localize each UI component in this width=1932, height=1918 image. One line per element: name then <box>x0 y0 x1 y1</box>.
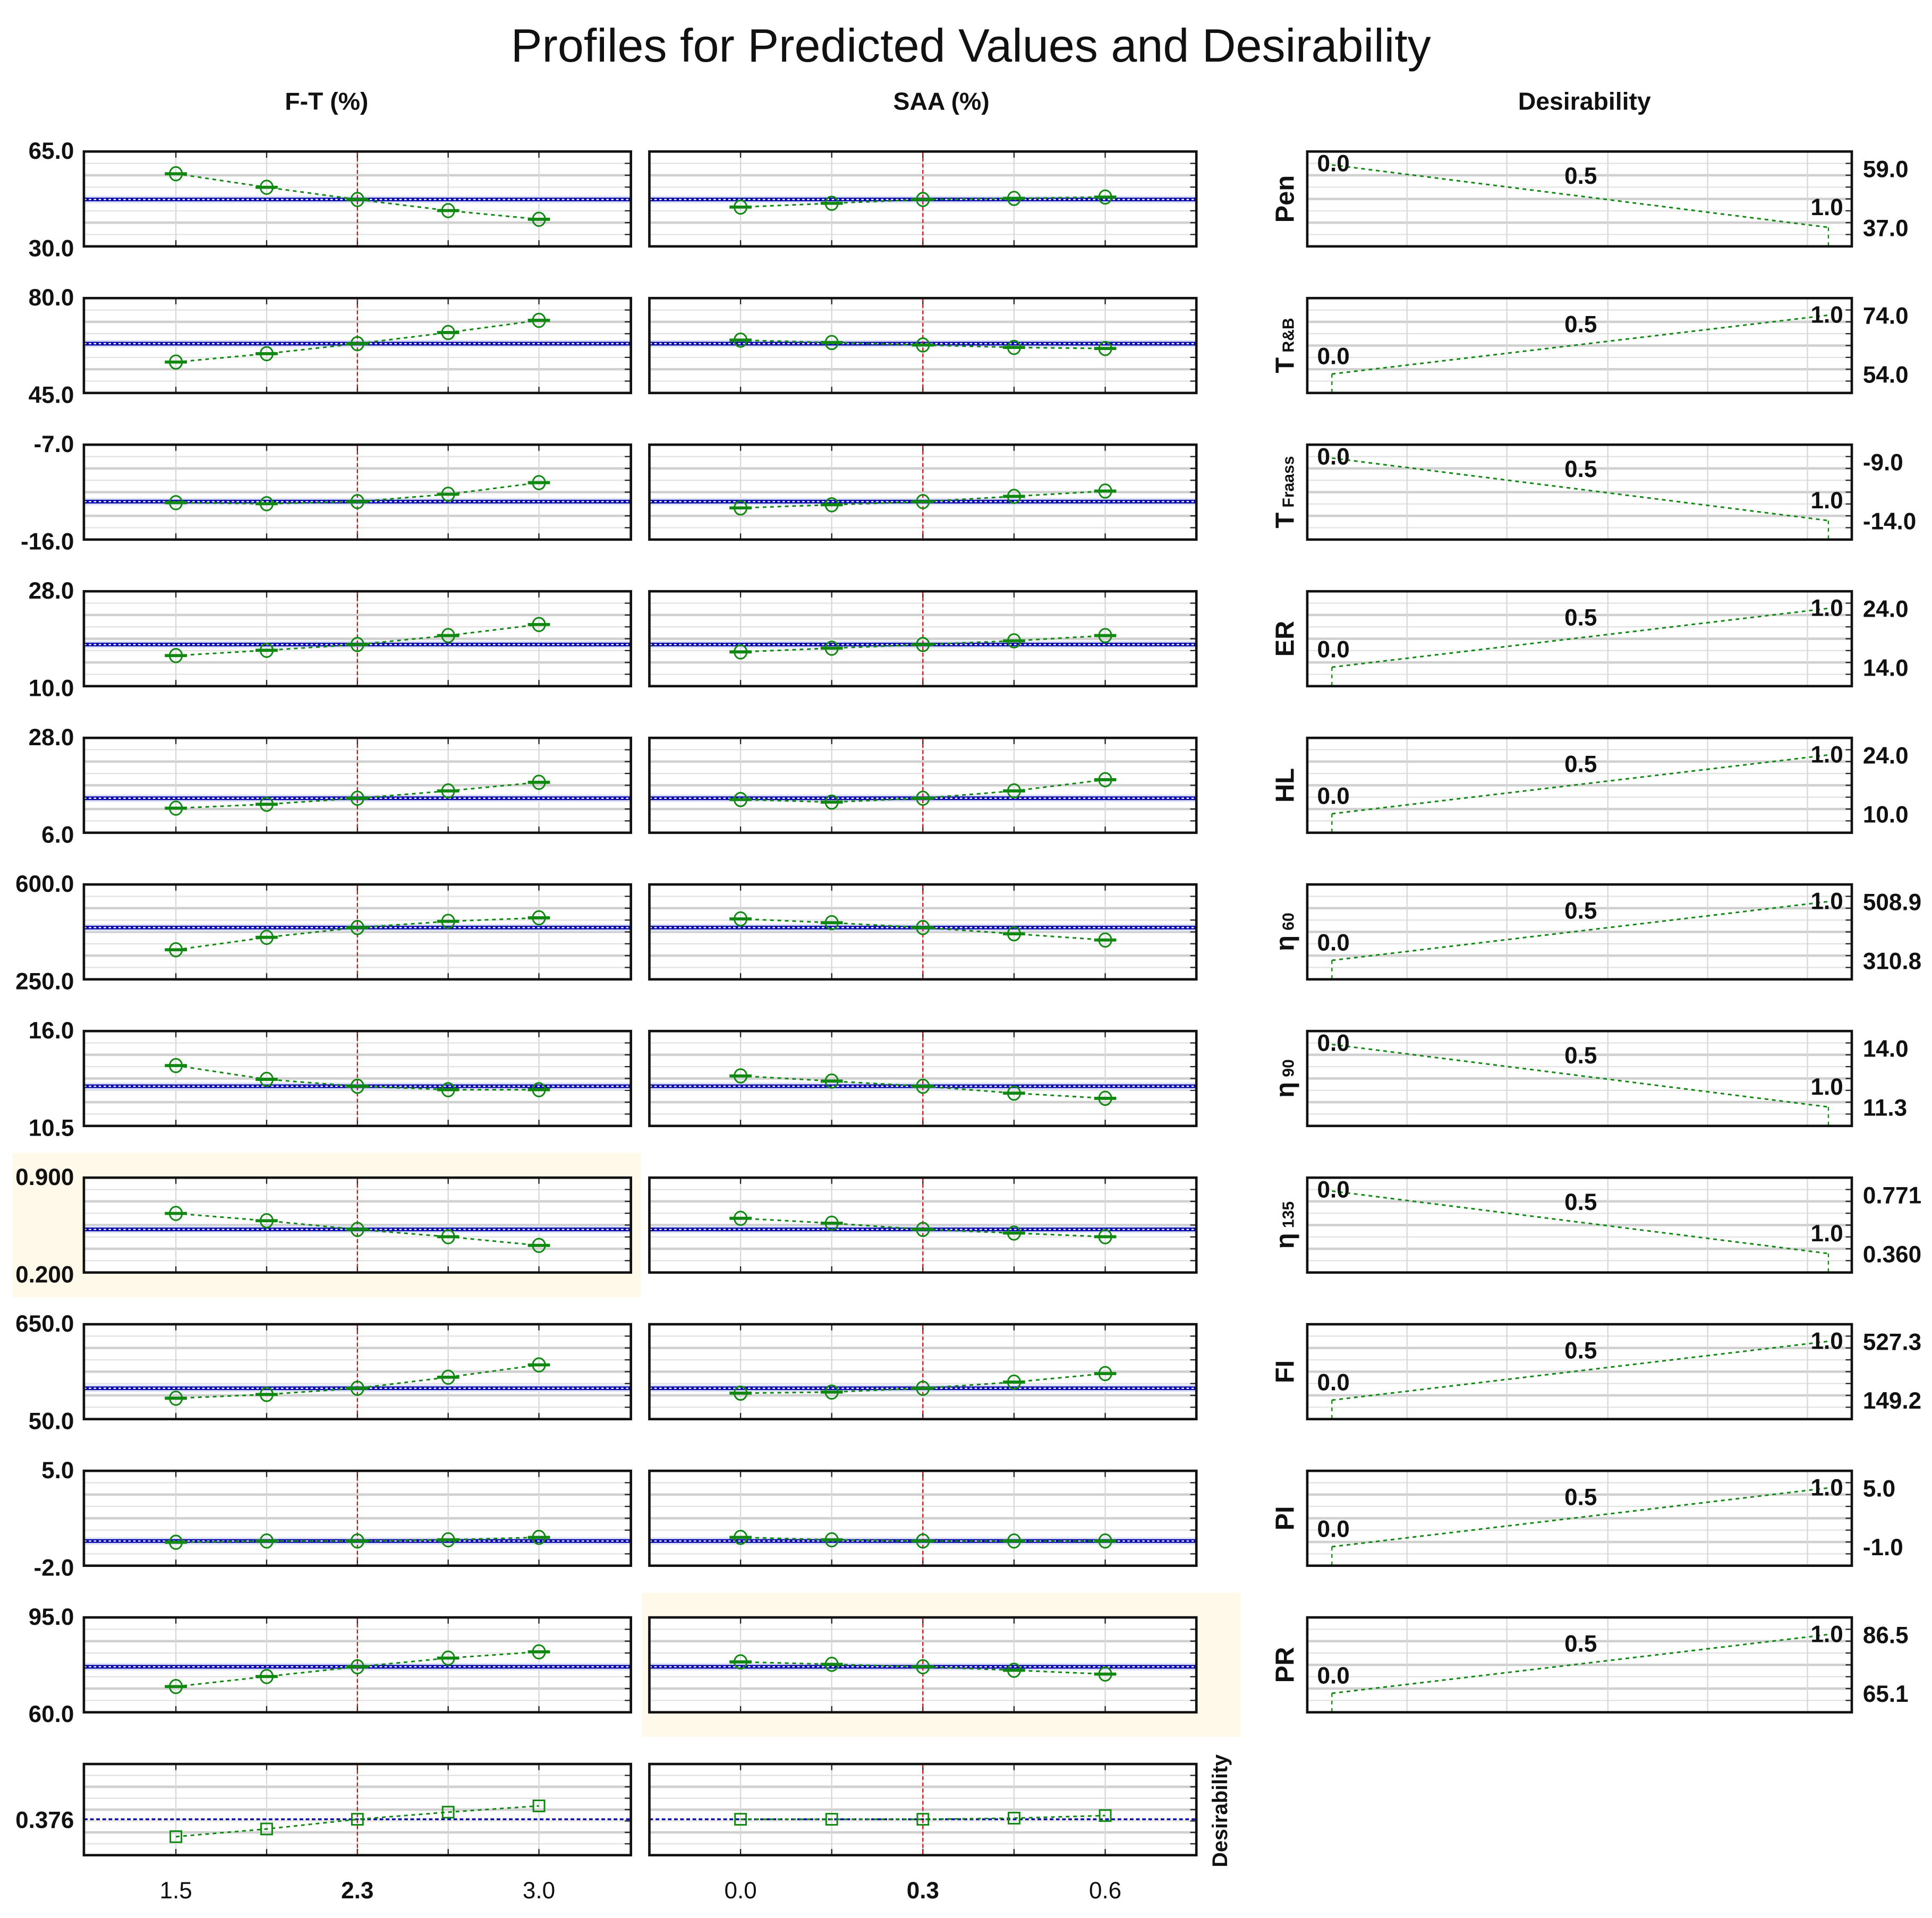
profile-panel-saa <box>649 298 1196 393</box>
response-low-label: 54.0 <box>1862 362 1909 388</box>
desirability-label-0: 0.0 <box>1317 343 1350 370</box>
response-name: η <box>1271 1233 1300 1249</box>
desirability-label-1: 1.0 <box>1810 1073 1843 1100</box>
response-name: ER <box>1271 620 1300 657</box>
response-high-label: 14.0 <box>1862 1036 1909 1062</box>
column-header-saa: SAA (%) <box>893 87 990 115</box>
x-tick-label-saa: 0.0 <box>724 1877 757 1904</box>
response-low-label: -14.0 <box>1862 508 1917 535</box>
desirability-label-0: 0.0 <box>1317 1516 1350 1542</box>
profile-panel-ft <box>84 445 631 540</box>
x-tick-label-ft: 2.3 <box>341 1877 374 1904</box>
profile-panel-saa <box>649 591 1196 686</box>
response-low-label: 65.1 <box>1862 1681 1909 1708</box>
profile-panel-saa <box>649 1764 1196 1855</box>
response-low-label: 0.360 <box>1862 1241 1922 1268</box>
column-header-ft: F-T (%) <box>285 87 369 115</box>
desirability-label-05: 0.5 <box>1564 898 1597 924</box>
response-subscript: 90 <box>1280 1059 1298 1077</box>
response-low-label: 11.3 <box>1862 1095 1908 1121</box>
x-tick-label-ft: 1.5 <box>159 1877 192 1904</box>
response-high-label: 24.0 <box>1862 743 1909 769</box>
profile-panel-ft <box>84 151 631 246</box>
response-subscript: Fraass <box>1280 456 1298 508</box>
response-name-label <box>1271 175 1299 223</box>
desirability-label-05: 0.5 <box>1564 456 1597 483</box>
response-name-label <box>1271 768 1299 803</box>
y-max-label: 65.0 <box>28 138 74 165</box>
profile-panel-saa <box>649 1031 1196 1126</box>
column-header-desirability: Desirability <box>1518 87 1651 115</box>
response-name: FI <box>1271 1360 1300 1384</box>
response-high-label: -9.0 <box>1862 449 1903 476</box>
response-name-label <box>1271 1201 1299 1249</box>
response-high-label: 508.9 <box>1862 889 1922 916</box>
desirability-label-05: 0.5 <box>1564 751 1597 778</box>
desirability-label-05: 0.5 <box>1564 1189 1597 1215</box>
y-max-label: 16.0 <box>28 1018 74 1044</box>
response-name: T <box>1271 512 1300 528</box>
profile-panel-ft <box>84 738 631 833</box>
y-min-label: 6.0 <box>41 822 74 848</box>
y-min-label: 10.0 <box>28 675 74 702</box>
response-name: PI <box>1271 1506 1300 1531</box>
y-max-label: 80.0 <box>28 285 74 311</box>
desirability-label-0: 0.0 <box>1317 150 1350 177</box>
response-subscript: 60 <box>1280 913 1298 931</box>
desirability-label-1: 1.0 <box>1810 1328 1843 1354</box>
response-high-label: 5.0 <box>1862 1476 1896 1502</box>
response-name-label <box>1271 1360 1299 1383</box>
profile-panel-saa <box>649 884 1196 979</box>
response-high-label: 24.0 <box>1862 596 1909 623</box>
response-name: η <box>1271 935 1300 951</box>
profile-panel-ft <box>84 884 631 979</box>
profile-panel-saa <box>649 151 1196 246</box>
x-tick-label-ft: 3.0 <box>522 1877 556 1904</box>
y-min-label: 30.0 <box>28 235 74 262</box>
desirability-label-0: 0.0 <box>1317 1369 1350 1396</box>
desirability-label-1: 1.0 <box>1810 1621 1843 1648</box>
response-low-label: 149.2 <box>1862 1388 1922 1414</box>
y-max-label: 0.900 <box>15 1164 74 1191</box>
desirability-label-1: 1.0 <box>1810 595 1843 621</box>
desirability-label-0: 0.0 <box>1317 930 1350 956</box>
overall-desirability-label: Desirability <box>1208 1754 1232 1868</box>
profile-panel-saa <box>649 738 1196 833</box>
y-max-label: -7.0 <box>33 431 74 458</box>
response-low-label: 310.8 <box>1862 948 1922 975</box>
profile-panel-ft <box>84 1178 631 1273</box>
response-name-label <box>1271 621 1299 657</box>
desirability-label-1: 1.0 <box>1810 194 1843 220</box>
y-max-label: 600.0 <box>15 871 74 898</box>
profile-panel-saa <box>649 445 1196 540</box>
profile-panel-ft <box>84 1764 631 1855</box>
y-max-label: 5.0 <box>41 1457 74 1484</box>
y-min-label: 250.0 <box>15 968 74 995</box>
y-min-label: 50.0 <box>28 1408 74 1435</box>
desirability-label-05: 0.5 <box>1564 604 1597 631</box>
desirability-label-1: 1.0 <box>1810 888 1843 915</box>
response-high-label: 59.0 <box>1862 156 1909 183</box>
desirability-label-0: 0.0 <box>1317 444 1350 470</box>
y-min-label: -2.0 <box>33 1555 74 1581</box>
y-min-label: 60.0 <box>28 1701 74 1728</box>
desirability-label-0: 0.0 <box>1317 1177 1350 1203</box>
profile-panel-ft <box>84 1031 631 1126</box>
profile-panel-ft <box>84 591 631 686</box>
response-low-label: 10.0 <box>1862 802 1909 828</box>
desirability-label-1: 1.0 <box>1810 1220 1843 1247</box>
response-low-label: 37.0 <box>1862 215 1909 242</box>
profile-panel-saa <box>649 1471 1196 1566</box>
response-subscript: R&B <box>1280 318 1298 353</box>
desirability-label-05: 0.5 <box>1564 1484 1597 1511</box>
y-current-label: 0.376 <box>15 1807 74 1834</box>
y-max-label: 28.0 <box>28 724 74 751</box>
desirability-label-05: 0.5 <box>1564 1631 1597 1657</box>
y-min-label: 10.5 <box>28 1115 74 1141</box>
profile-panel-ft <box>84 1324 631 1419</box>
profile-panel-ft <box>84 298 631 393</box>
response-name-label <box>1271 456 1299 528</box>
response-name: T <box>1271 357 1300 373</box>
x-tick-label-saa: 0.6 <box>1088 1877 1122 1904</box>
response-name: HL <box>1271 768 1300 803</box>
desirability-label-05: 0.5 <box>1564 1337 1597 1364</box>
response-name-label <box>1271 1059 1299 1098</box>
response-low-label: 14.0 <box>1862 655 1909 681</box>
desirability-label-0: 0.0 <box>1317 1030 1350 1056</box>
response-low-label: -1.0 <box>1862 1535 1903 1561</box>
response-high-label: 74.0 <box>1862 303 1909 329</box>
y-max-label: 28.0 <box>28 578 74 604</box>
y-max-label: 650.0 <box>15 1311 74 1337</box>
desirability-label-05: 0.5 <box>1564 1043 1597 1069</box>
desirability-label-1: 1.0 <box>1810 1474 1843 1501</box>
desirability-label-1: 1.0 <box>1810 741 1843 768</box>
y-min-label: 45.0 <box>28 382 74 408</box>
response-name-label <box>1271 1647 1299 1683</box>
response-name-label <box>1271 1506 1299 1530</box>
response-name: PR <box>1271 1647 1300 1683</box>
desirability-label-1: 1.0 <box>1810 302 1843 328</box>
response-high-label: 527.3 <box>1862 1329 1922 1356</box>
response-high-label: 0.771 <box>1862 1182 1922 1209</box>
desirability-label-0: 0.0 <box>1317 783 1350 809</box>
desirability-label-05: 0.5 <box>1564 163 1597 190</box>
desirability-label-1: 1.0 <box>1810 487 1843 514</box>
desirability-label-0: 0.0 <box>1317 636 1350 663</box>
response-name: η <box>1271 1081 1300 1098</box>
profile-panel-saa <box>649 1324 1196 1419</box>
response-high-label: 86.5 <box>1862 1622 1909 1649</box>
desirability-label-0: 0.0 <box>1317 1663 1350 1689</box>
desirability-label-05: 0.5 <box>1564 311 1597 338</box>
y-min-label: 0.200 <box>15 1261 74 1288</box>
profile-panel-ft <box>84 1617 631 1712</box>
profile-panel-saa <box>649 1617 1196 1712</box>
response-name-label <box>1271 318 1299 373</box>
response-name-label <box>1271 913 1299 951</box>
x-tick-label-saa: 0.3 <box>906 1877 939 1904</box>
profile-panel-saa <box>649 1178 1196 1273</box>
y-min-label: -16.0 <box>20 528 74 555</box>
response-name: Pen <box>1271 175 1300 223</box>
chart-title: Profiles for Predicted Values and Desirability <box>510 19 1431 72</box>
profile-panel-ft <box>84 1471 631 1566</box>
y-max-label: 95.0 <box>28 1604 74 1631</box>
response-subscript: 135 <box>1280 1201 1298 1229</box>
